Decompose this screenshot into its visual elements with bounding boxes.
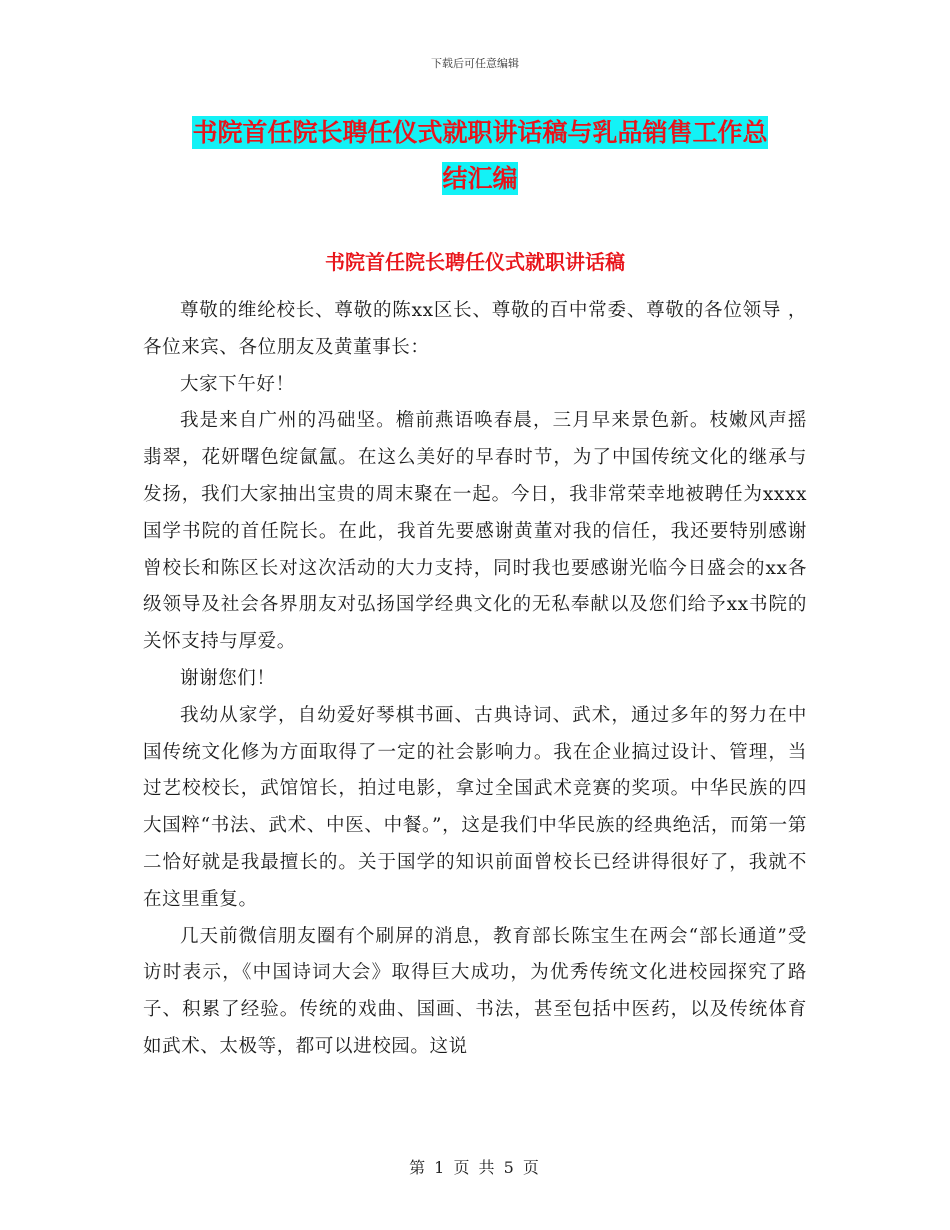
paragraph: 几天前微信朋友圈有个刷屏的消息，教育部长陈宝生在两会“部长通道”受访时表示，《中国诗词大会》取得巨大成功，为优秀传统文化进校园探究了路子、积累了经验。传统的戏曲、国画、书法，甚至包括中医药，以及传统体育如武术、太极等，都可以进校园。这说 (143, 925, 807, 1057)
document-title-line-2: 结汇编 (442, 164, 518, 193)
paragraph: 尊敬的维纶校长、尊敬的陈xx区长、尊敬的百中常委、尊敬的各位领导 ，各位来宾、各位朋友及黄董事长： (143, 300, 807, 358)
paragraph: 我幼从家学，自幼爱好琴棋书画、古典诗词、武术，通过多年的努力在中国传统文化修为方面取得了一定的社会影响力。我在企业搞过设计、管理，当过艺校校长，武馆馆长，拍过电影，拿过全国武术竞赛的奖项。中华民族的四大国粹“书法、武术、中医、中餐。”，这是我们中华民族的经典绝活，而第一第二恰好就是我最擅长的。关于国学的知识前面曾校长已经讲得很好了，我就不在这里重复。 (143, 704, 807, 910)
paragraph: 谢谢您们！ (180, 667, 276, 689)
paragraph: 大家下午好！ (180, 373, 295, 395)
page-number-footer: 第 1 页 共 5 页 (409, 1158, 541, 1177)
document-title (150, 110, 810, 202)
body-text (143, 293, 807, 1066)
document-title-line-1: 书院首任院长聘任仪式就职讲话稿与乳品销售工作总 (192, 118, 768, 147)
header-note: 下载后可任意编辑 (431, 57, 519, 70)
paragraph: 我是来自广州的冯础坚。檐前燕语唤春晨，三月早来景色新。枝嫩风声摇翡翠，花妍曙色绽氤氲。在这么美好的早春时节，为了中国传统文化的继承与发扬，我们大家抽出宝贵的周末聚在一起。今日，我非常荣幸地被聘任为xxxx国学书院的首任院长。在此，我首先要感谢黄董对我的信任，我还要特别感谢曾校长和陈区长对这次活动的大力支持，同时我也要感谢光临今日盛会的xx各级领导及社会各界朋友对弘扬国学经典文化的无私奉献以及您们给予xx书院的关怀支持与厚爱。 (143, 410, 807, 653)
section-title: 书院首任院长聘任仪式就职讲话稿 (325, 250, 625, 274)
